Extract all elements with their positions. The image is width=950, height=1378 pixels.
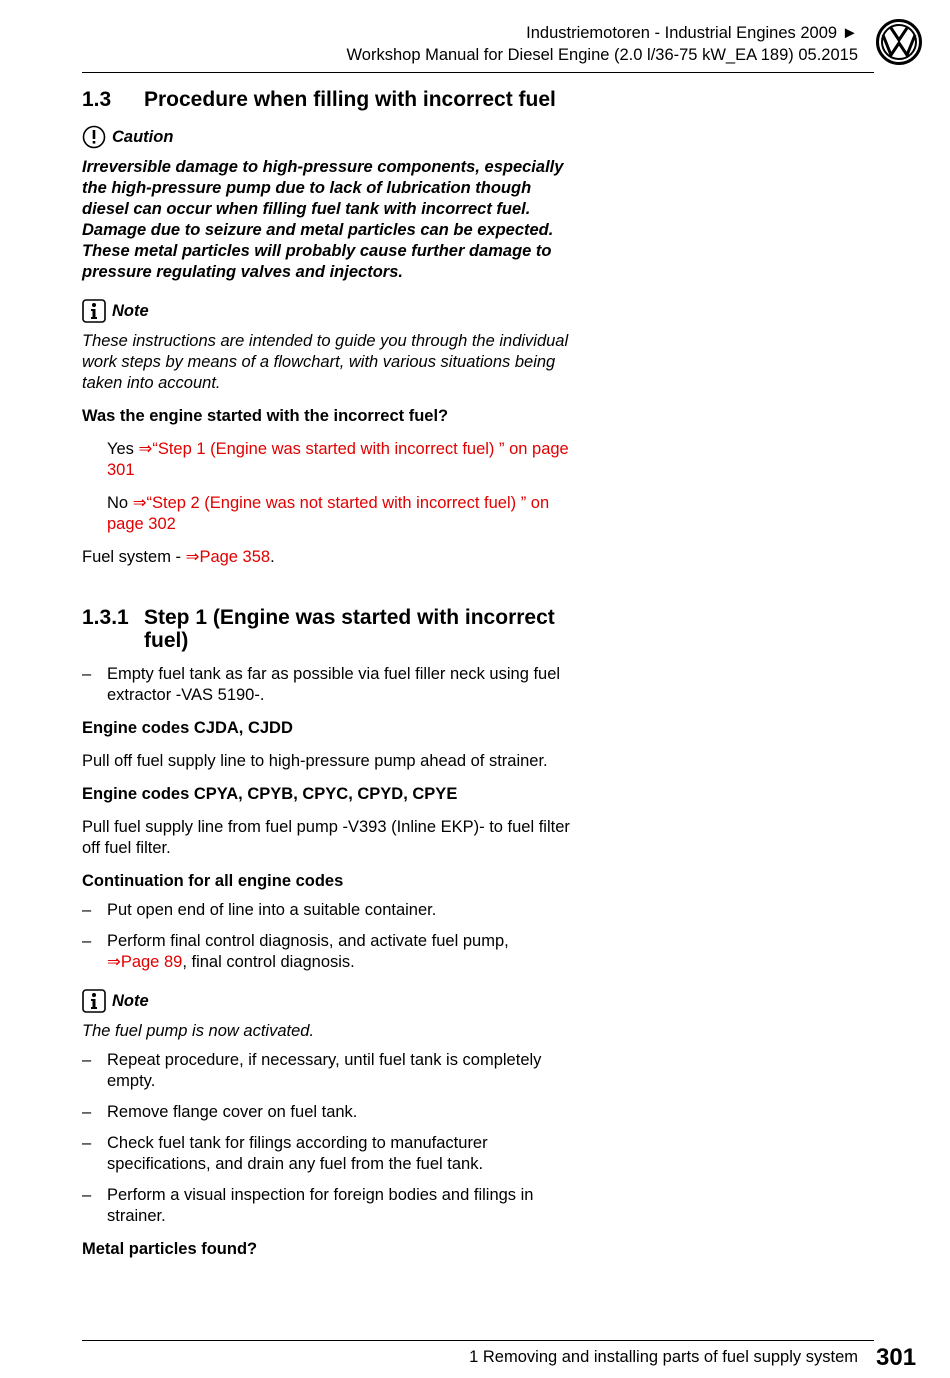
caution-text: Irreversible damage to high-pressure components, especially the high-pressure pump due to lack of lubrication though diesel can occur when filling fuel tank with incorrect fuel. Damage due to seizure and metal particles can be expected. These metal particles will probably cause further damage to pressure regulating valves and injectors. (82, 158, 564, 281)
note-heading (82, 299, 582, 323)
section-title: Procedure when filling with incorrect fuel (144, 88, 556, 111)
fuel-system-ref (82, 547, 582, 568)
step-check-filings (82, 1133, 582, 1175)
step-final-text: Perform final control diagnosis, and activate fuel pump, (107, 932, 509, 950)
dash-bullet: – (82, 1186, 92, 1204)
link-arrow-icon: ⇒ (132, 494, 147, 512)
step-text: Remove flange cover on fuel tank. (107, 1103, 358, 1121)
dash-bullet: – (82, 1134, 92, 1152)
question-metal-particles: Metal particles found? (82, 1240, 258, 1258)
codes1-heading: Engine codes CJDA, CJDD (82, 719, 293, 737)
step-1-link[interactable]: “Step 1 (Engine was started with incorrect fuel) ” on page 301 (107, 440, 569, 479)
note2-label: Note (112, 991, 149, 1010)
subsection-heading (82, 606, 582, 652)
caution-icon (82, 125, 106, 149)
section-number: 1.3 (82, 88, 112, 111)
dash-bullet: – (82, 1103, 92, 1121)
step-empty-tank (82, 664, 582, 706)
info-icon (82, 299, 106, 323)
dash-bullet: – (82, 1051, 92, 1069)
note-text: These instructions are intended to guide you through the individual work steps by means of a flowchart, with various situations being taken into account. (82, 332, 569, 392)
step-text: Empty fuel tank as far as possible via fuel filler neck using fuel extractor -VAS 5190-. (107, 665, 561, 704)
step-remove-flange (82, 1102, 582, 1123)
codes1-text: Pull off fuel supply line to high-pressure pump ahead of strainer. (82, 752, 548, 770)
step-text: Check fuel tank for filings according to manufacturer specifications, and drain any fuel from the fuel tank. (107, 1134, 488, 1173)
header-line-2: Workshop Manual for Diesel Engine (2.0 l/36-75 kW_EA 189) 05.2015 (346, 46, 858, 64)
page-number: 301 (876, 1344, 917, 1371)
info-icon (82, 989, 106, 1013)
note-label: Note (112, 301, 149, 320)
codes2-text: Pull fuel supply line from fuel pump -V393 (Inline EKP)- to fuel filter off fuel filter. (82, 818, 570, 857)
dash-bullet: – (82, 932, 92, 950)
step-repeat (82, 1050, 582, 1092)
note2-text: The fuel pump is now activated. (82, 1022, 315, 1040)
link-arrow-icon: ⇒ (107, 953, 121, 971)
caution-heading (82, 125, 582, 149)
continuation-heading: Continuation for all engine codes (82, 872, 344, 890)
step-text: Perform a visual inspection for foreign bodies and filings in strainer. (107, 1186, 534, 1225)
step-visual-inspection (82, 1185, 582, 1227)
step-final-suffix: , final control diagnosis. (182, 953, 355, 971)
note2-heading (82, 989, 582, 1013)
footer-chapter: 1 Removing and installing parts of fuel supply system (469, 1348, 858, 1366)
step-text: Repeat procedure, if necessary, until fuel tank is completely empty. (107, 1051, 542, 1090)
dash-bullet: – (82, 901, 92, 919)
header-rule (82, 72, 874, 73)
dash-bullet: – (82, 665, 92, 683)
link-arrow-icon: ⇒ (185, 548, 200, 566)
header-line-1: Industriemotoren - Industrial Engines 2009 ► (526, 24, 858, 42)
main-content (82, 88, 582, 1260)
subsection-title: Step 1 (Engine was started with incorrect fuel) (144, 606, 555, 652)
step-text (107, 931, 509, 973)
step-final-control (82, 931, 582, 973)
answer-no-label: No (107, 494, 133, 512)
page-89-link[interactable]: Page 89 (120, 953, 183, 971)
answer-yes-label: Yes (107, 440, 139, 458)
question-engine-started: Was the engine started with the incorrect fuel? (82, 407, 449, 425)
fuel-system-label: Fuel system - (82, 548, 186, 566)
codes2-heading: Engine codes CPYA, CPYB, CPYC, CPYD, CPYE (82, 785, 458, 803)
footer-rule (82, 1340, 874, 1341)
caution-label: Caution (112, 127, 174, 146)
page-header (347, 22, 858, 66)
answer-no (107, 493, 582, 535)
link-arrow-icon: ⇒ (138, 440, 153, 458)
vw-logo-icon (876, 19, 922, 65)
step-text: Put open end of line into a suitable container. (107, 901, 437, 919)
fuel-system-suffix: . (270, 548, 275, 566)
section-heading (82, 88, 582, 111)
subsection-number: 1.3.1 (82, 606, 129, 629)
step-2-link[interactable]: “Step 2 (Engine was not started with incorrect fuel) ” on page 302 (107, 494, 550, 533)
page-358-link[interactable]: Page 358 (199, 548, 271, 566)
step-container (82, 900, 582, 921)
answer-yes (107, 439, 582, 481)
